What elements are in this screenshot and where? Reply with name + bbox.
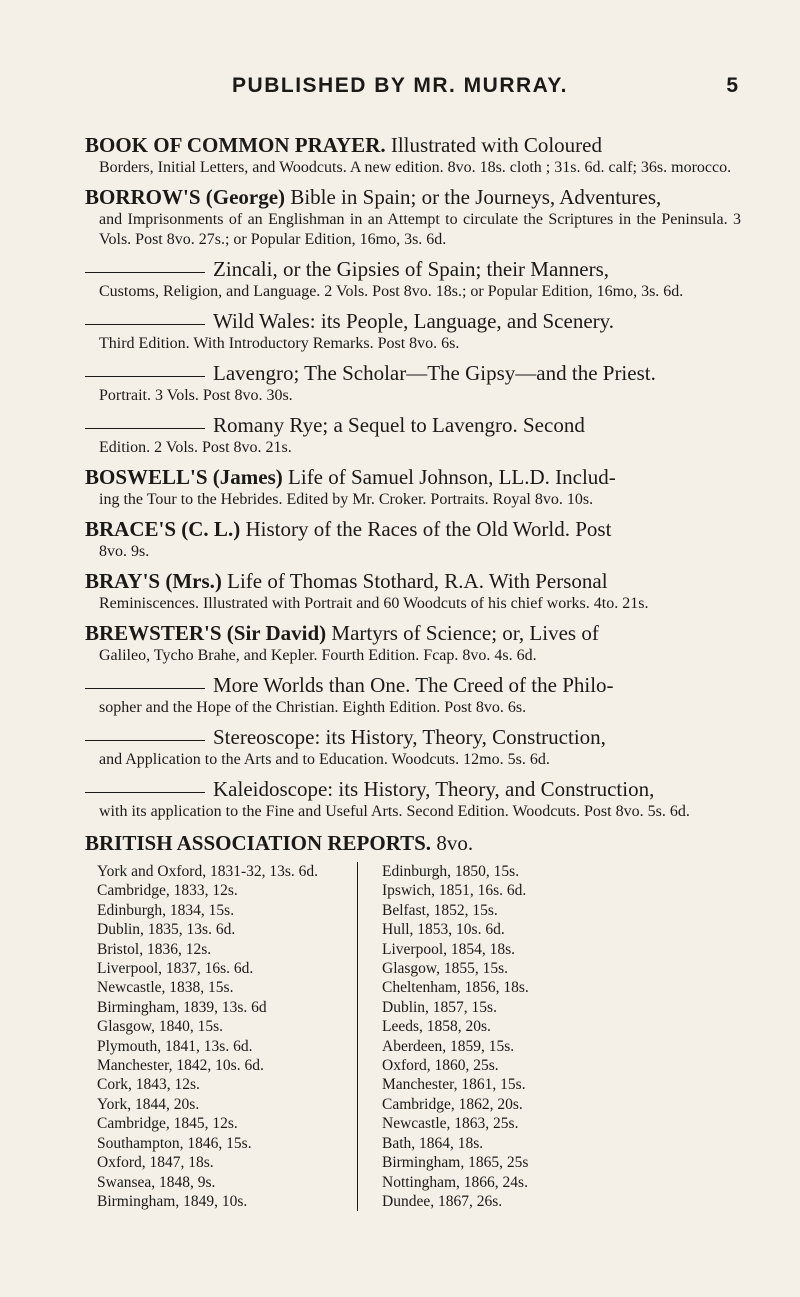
report-item: Glasgow, 1855, 15s.	[382, 960, 509, 978]
report-item: Bristol, 1836, 12s.	[97, 940, 212, 958]
catalogue-entry	[85, 779, 741, 822]
reports-format: 8vo.	[431, 831, 474, 855]
report-item: Swansea, 1848, 9s.	[97, 1173, 216, 1191]
report-item: Oxford, 1860, 25s.	[382, 1057, 499, 1075]
entry-title: Wild Wales: its People, Language, and Scenery.	[213, 309, 615, 333]
catalogue-entry	[85, 571, 741, 614]
report-item: Cork, 1843, 12s.	[97, 1076, 200, 1094]
entry-details: Reminiscences. Illustrated with Portrait and 60 Woodcuts of his chief works. 4to. 21s.	[99, 595, 649, 612]
catalogue-entry	[85, 727, 741, 770]
report-item: Plymouth, 1841, 13s. 6d.	[97, 1037, 253, 1055]
entry-title: History of the Races of the Old World. Post	[240, 517, 612, 541]
report-item: Manchester, 1842, 10s. 6d.	[97, 1057, 264, 1075]
catalogue-entry	[85, 363, 741, 406]
catalogue-entry	[85, 519, 741, 562]
entry-title: Illustrated with Coloured	[385, 133, 602, 157]
entry-heading	[85, 727, 741, 750]
report-item: Glasgow, 1840, 15s.	[97, 1018, 224, 1036]
entry-details: Edition. 2 Vols. Post 8vo. 21s.	[99, 439, 292, 456]
entry-heading	[85, 187, 741, 210]
ditto-rule	[85, 324, 205, 325]
entry-author: BRAY'S (Mrs.)	[85, 569, 222, 593]
report-item: Birmingham, 1839, 13s. 6d	[97, 998, 267, 1016]
reports-left-column	[85, 862, 358, 1211]
report-item: Bath, 1864, 18s.	[382, 1134, 484, 1152]
ditto-rule	[85, 688, 205, 689]
reports-heading	[85, 831, 741, 856]
report-item: Liverpool, 1854, 18s.	[382, 940, 516, 958]
catalogue-entry	[85, 675, 741, 718]
catalogue-entry	[85, 623, 741, 666]
entry-title: Martyrs of Science; or, Lives of	[326, 621, 599, 645]
report-item: York, 1844, 20s.	[97, 1095, 200, 1113]
entry-heading	[85, 415, 741, 438]
entry-author: BORROW'S (George)	[85, 185, 286, 209]
entry-details: and Imprisonments of an Englishman in an Attempt to circulate the Scriptures in the Peninsula. 3 Vols. Post 8vo. 27s.; or Popular Edition, 16mo, 3s. 6d.	[99, 211, 741, 248]
reports-right-column	[358, 862, 642, 1211]
report-item: Newcastle, 1863, 25s.	[382, 1115, 519, 1133]
catalogue-entry	[85, 311, 741, 354]
entry-details: Customs, Religion, and Language. 2 Vols. Post 8vo. 18s.; or Popular Edition, 16mo, 3s. 6d.	[99, 283, 684, 300]
entry-details: sopher and the Hope of the Christian. Eighth Edition. Post 8vo. 6s.	[99, 699, 527, 716]
report-item: Dublin, 1857, 15s.	[382, 998, 497, 1016]
entry-list	[85, 135, 741, 822]
report-item: Cambridge, 1833, 12s.	[97, 882, 238, 900]
report-item: Aberdeen, 1859, 15s.	[382, 1037, 515, 1055]
entry-title: Stereoscope: its History, Theory, Construction,	[213, 725, 606, 749]
entry-details: Portrait. 3 Vols. Post 8vo. 30s.	[99, 387, 293, 404]
entry-details: Third Edition. With Introductory Remarks. Post 8vo. 6s.	[99, 335, 460, 352]
entry-title: Life of Samuel Johnson, LL.D. Includ-	[282, 465, 616, 489]
ditto-rule	[85, 376, 205, 377]
report-item: Dublin, 1835, 13s. 6d.	[97, 921, 236, 939]
entry-title: Zincali, or the Gipsies of Spain; their Manners,	[213, 257, 609, 281]
entry-author: BOOK OF COMMON PRAYER.	[85, 133, 386, 157]
entry-title: Life of Thomas Stothard, R.A. With Personal	[221, 569, 608, 593]
catalogue-entry	[85, 467, 741, 510]
entry-heading	[85, 259, 741, 282]
report-item: Southampton, 1846, 15s.	[97, 1134, 252, 1152]
report-item: Manchester, 1861, 15s.	[382, 1076, 526, 1094]
reports-columns	[85, 862, 741, 1211]
entry-title: Kaleidoscope: its History, Theory, and Construction,	[213, 777, 655, 801]
report-item: Birmingham, 1865, 25s	[382, 1154, 529, 1172]
entry-heading	[85, 135, 741, 158]
report-item: York and Oxford, 1831-32, 13s. 6d.	[97, 863, 319, 880]
ditto-rule	[85, 428, 205, 429]
entry-heading	[85, 779, 741, 802]
ditto-rule	[85, 740, 205, 741]
entry-details: 8vo. 9s.	[99, 543, 150, 560]
entry-title: More Worlds than One. The Creed of the Philo-	[213, 673, 614, 697]
catalogue-entry	[85, 187, 741, 250]
report-item: Hull, 1853, 10s. 6d.	[382, 921, 505, 939]
report-item: Edinburgh, 1850, 15s.	[382, 863, 520, 880]
entry-details: Galileo, Tycho Brahe, and Kepler. Fourth Edition. Fcap. 8vo. 4s. 6d.	[99, 647, 537, 664]
page-number: 5	[726, 74, 738, 97]
report-item: Dundee, 1867, 26s.	[382, 1192, 503, 1210]
entry-heading	[85, 571, 741, 594]
entry-details: with its application to the Fine and Useful Arts. Second Edition. Woodcuts. Post 8vo. 5s. 6d.	[99, 803, 690, 820]
entry-heading	[85, 623, 741, 646]
entry-heading	[85, 363, 741, 386]
report-item: Newcastle, 1838, 15s.	[97, 979, 234, 997]
entry-title: Lavengro; The Scholar—The Gipsy—and the Priest.	[213, 361, 656, 385]
report-item: Cambridge, 1862, 20s.	[382, 1095, 523, 1113]
report-item: Belfast, 1852, 15s.	[382, 901, 498, 919]
entry-author: BRACE'S (C. L.)	[85, 517, 241, 541]
running-head: PUBLISHED BY MR. MURRAY.	[232, 74, 568, 97]
catalogue-body	[85, 135, 741, 1211]
entry-details: Borders, Initial Letters, and Woodcuts. A new edition. 8vo. 18s. cloth ; 31s. 6d. calf; 36s. morocco.	[99, 159, 732, 176]
entry-heading	[85, 311, 741, 334]
catalogue-entry	[85, 259, 741, 302]
entry-heading	[85, 467, 741, 490]
report-item: Cambridge, 1845, 12s.	[97, 1115, 238, 1133]
report-item: Liverpool, 1837, 16s. 6d.	[97, 960, 254, 978]
catalogue-entry	[85, 415, 741, 458]
entry-author: BREWSTER'S (Sir David)	[85, 621, 327, 645]
reports-title: BRITISH ASSOCIATION REPORTS.	[85, 831, 432, 855]
entry-heading	[85, 519, 741, 542]
report-item: Ipswich, 1851, 16s. 6d.	[382, 882, 527, 900]
report-item: Nottingham, 1866, 24s.	[382, 1173, 528, 1191]
report-item: Birmingham, 1849, 10s.	[97, 1192, 248, 1210]
entry-title: Bible in Spain; or the Journeys, Adventures,	[285, 185, 662, 209]
ditto-rule	[85, 272, 205, 273]
report-item: Edinburgh, 1834, 15s.	[97, 901, 235, 919]
report-item: Leeds, 1858, 20s.	[382, 1018, 491, 1036]
entry-author: BOSWELL'S (James)	[85, 465, 283, 489]
catalogue-entry	[85, 135, 741, 178]
report-item: Cheltenham, 1856, 18s.	[382, 979, 529, 997]
ditto-rule	[85, 792, 205, 793]
report-item: Oxford, 1847, 18s.	[97, 1154, 214, 1172]
entry-details: ing the Tour to the Hebrides. Edited by Mr. Croker. Portraits. Royal 8vo. 10s.	[99, 491, 594, 508]
entry-heading	[85, 675, 741, 698]
entry-details: and Application to the Arts and to Education. Woodcuts. 12mo. 5s. 6d.	[99, 751, 550, 768]
entry-title: Romany Rye; a Sequel to Lavengro. Second	[213, 413, 585, 437]
